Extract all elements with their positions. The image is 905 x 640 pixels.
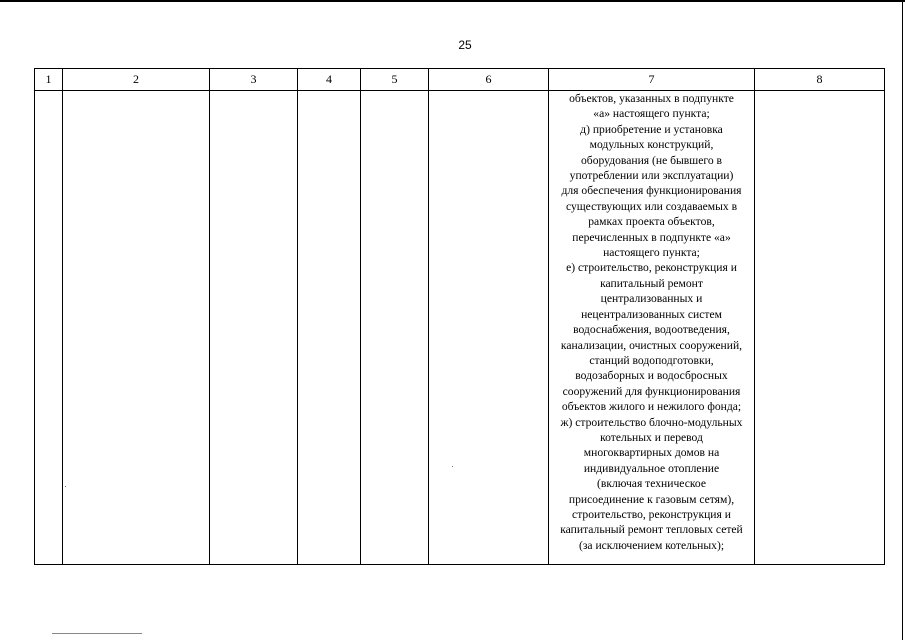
cell-text-line: перечисленных в подпункте «а» bbox=[572, 230, 731, 244]
cell-text-line: присоединение к газовым сетям), bbox=[568, 492, 735, 506]
cell-text-line: канализации, очистных сооружений, bbox=[560, 338, 743, 352]
cell-text-line: капитальный ремонт bbox=[600, 276, 703, 290]
column-header-7: 7 bbox=[549, 69, 755, 91]
cell-text-line: употреблении или эксплуатации) bbox=[569, 169, 734, 183]
table-cell-col-7 bbox=[549, 91, 755, 565]
cell-text-line: «а» настоящего пункта; bbox=[593, 107, 710, 121]
cell-text-line: централизованных и bbox=[600, 292, 703, 306]
table-cell-col-2 bbox=[63, 91, 210, 565]
cell-text-line: оборудования (не бывшего в bbox=[581, 153, 722, 167]
scan-top-edge bbox=[0, 0, 905, 2]
scan-speck bbox=[452, 466, 453, 467]
table-cell-col-8 bbox=[755, 91, 885, 565]
cell-text-line: модульных конструкций, bbox=[589, 138, 714, 152]
column-header-5: 5 bbox=[361, 69, 429, 91]
page-number: 25 bbox=[458, 38, 472, 52]
table-cell-col-4 bbox=[298, 91, 361, 565]
cell-text-line: объектов жилого и нежилого фонда; bbox=[561, 400, 742, 414]
cell-text-line: настоящего пункта; bbox=[603, 246, 700, 260]
cell-text-line: сооружений для функционирования bbox=[562, 384, 741, 398]
cell-text-line: водоснабжения, водоотведения, bbox=[573, 323, 730, 337]
table-cell-col-5 bbox=[361, 91, 429, 565]
cell-text-line: нецентрализованных систем bbox=[581, 307, 722, 321]
column-header-2: 2 bbox=[63, 69, 210, 91]
cell-text-line: строительство, реконструкция и bbox=[572, 507, 731, 521]
scan-speck bbox=[65, 486, 66, 487]
data-table bbox=[34, 68, 885, 565]
column-header-8: 8 bbox=[755, 69, 885, 91]
footnote-rule bbox=[52, 633, 142, 634]
cell-text-line: индивидуальное отопление bbox=[583, 461, 720, 475]
cell-text-line: рамках проекта объектов, bbox=[588, 215, 715, 229]
cell-text-line: станций водоподготовки, bbox=[589, 353, 714, 367]
cell-text-line: капитальный ремонт тепловых сетей bbox=[560, 523, 743, 537]
cell-text-line: (включая техническое bbox=[597, 477, 706, 491]
cell-text-line: е) строительство, реконструкция и bbox=[566, 261, 737, 275]
cell-text-line: водозаборных и водосбросных bbox=[575, 369, 728, 383]
cell-text-line: д) приобретение и установка bbox=[580, 122, 723, 136]
table-cell-col-1 bbox=[35, 91, 63, 565]
column-header-3: 3 bbox=[210, 69, 298, 91]
table-header-row bbox=[35, 69, 885, 91]
column-header-1: 1 bbox=[35, 69, 63, 91]
column-header-6: 6 bbox=[429, 69, 549, 91]
column-header-4: 4 bbox=[298, 69, 361, 91]
table-cell-col-3 bbox=[210, 91, 298, 565]
cell-text-line: котельных и перевод bbox=[600, 430, 703, 444]
table-cell-col-6 bbox=[429, 91, 549, 565]
cell-text-line: (за исключением котельных); bbox=[578, 538, 725, 552]
cell-text-line: объектов, указанных в подпункте bbox=[569, 92, 734, 105]
scan-right-edge bbox=[902, 0, 903, 640]
cell-text-line: многоквартирных домов на bbox=[583, 446, 720, 460]
cell-text-line: существующих или создаваемых в bbox=[565, 199, 738, 213]
table-row bbox=[35, 91, 885, 565]
cell-text-line: ж) строительство блочно-модульных bbox=[560, 415, 743, 429]
cell-text-line: для обеспечения функционирования bbox=[561, 184, 742, 198]
